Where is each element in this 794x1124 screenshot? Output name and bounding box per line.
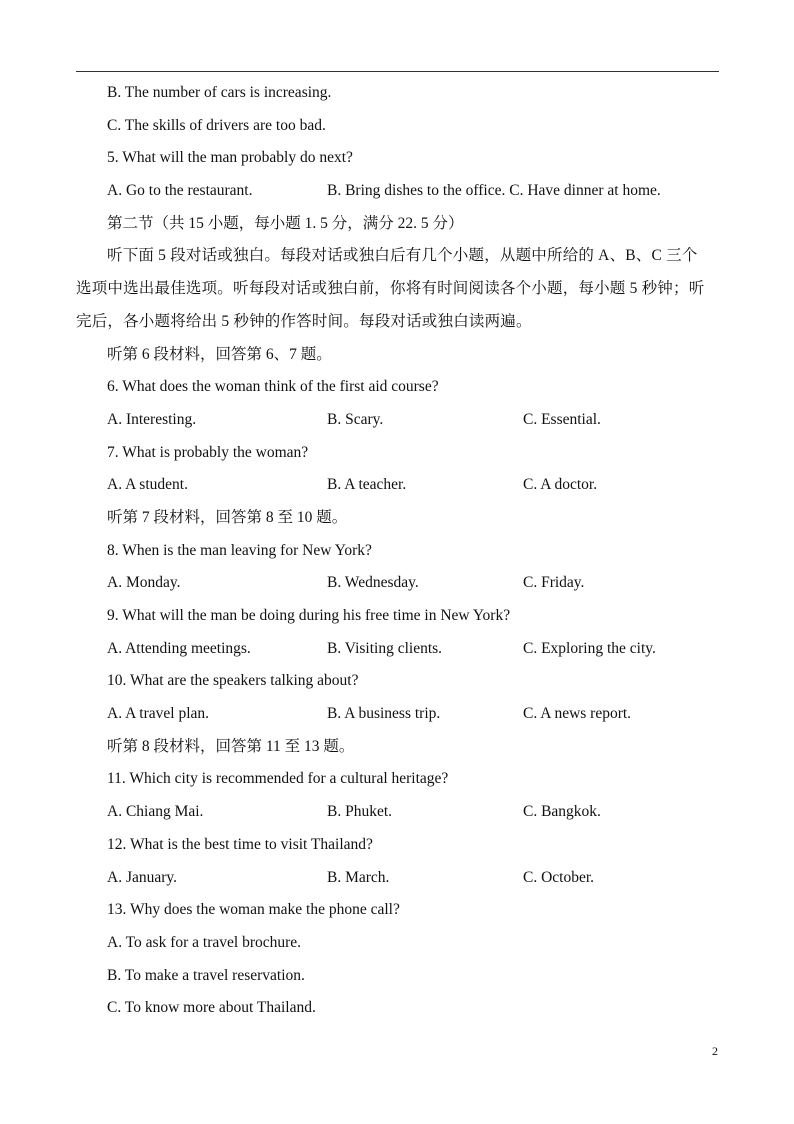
question-5-options — [76, 177, 719, 210]
option-a: A. A student. — [107, 476, 188, 494]
option-c: C. October. — [523, 868, 595, 886]
option-a: A. Go to the restaurant. — [107, 182, 253, 200]
material-heading-6: 听第 6 段材料，回答第 6、7 题。 — [107, 345, 332, 363]
instructions-paragraph — [76, 242, 719, 340]
question-9: 9. What will the man be doing during his free time in New York? — [107, 607, 511, 624]
option-b: B. Phuket. — [327, 803, 393, 821]
instructions-line-2: 选项中选出最佳选项。听每段对话或独白前，你将有时间阅读各个小题，每小题 5 秒钟；听 — [76, 280, 705, 298]
option-b: B. To make a travel reservation. — [107, 966, 305, 984]
question-10: 10. What are the speakers talking about? — [107, 672, 359, 690]
document-body — [76, 79, 719, 1027]
question-8-options — [76, 569, 719, 602]
option-a: A. Monday. — [107, 574, 181, 592]
option-b: B. March. — [327, 868, 390, 886]
question-13: 13. Why does the woman make the phone call? — [107, 901, 400, 919]
option-a: A. Chiang Mai. — [107, 803, 204, 821]
material-heading-7: 听第 7 段材料，回答第 8 至 10 题。 — [107, 508, 348, 526]
option-c: C. To know more about Thailand. — [107, 999, 316, 1017]
option-line: B. The number of cars is increasing. — [107, 84, 332, 101]
option-b: B. Wednesday. — [327, 574, 419, 592]
option-c: C. Bangkok. — [523, 803, 601, 821]
question-7-options — [76, 471, 719, 504]
question-10-options — [76, 700, 719, 733]
question-6-options — [76, 406, 719, 439]
question-7: 7. What is probably the woman? — [107, 443, 309, 461]
section-heading: 第二节（共 15 小题，每小题 1. 5 分，满分 22. 5 分） — [107, 214, 464, 232]
material-heading-8: 听第 8 段材料，回答第 11 至 13 题。 — [107, 737, 355, 755]
option-b-and-c: B. Bring dishes to the office. C. Have dinner at home. — [327, 182, 661, 200]
question-11-options — [76, 798, 719, 831]
option-b: B. A business trip. — [327, 705, 441, 723]
option-c: C. Exploring the city. — [523, 639, 656, 657]
option-a: A. A travel plan. — [107, 705, 210, 723]
question-12: 12. What is the best time to visit Thailand? — [107, 835, 373, 853]
page-number: 2 — [712, 1044, 718, 1058]
question-9-options — [76, 635, 719, 668]
question-5: 5. What will the man probably do next? — [107, 149, 353, 167]
instructions-line-1: 听下面 5 段对话或独白。每段对话或独白后有几个小题，从题中所给的 A、B、C 三个 — [107, 247, 698, 265]
question-12-options — [76, 864, 719, 897]
option-c: C. A doctor. — [523, 476, 598, 494]
option-c: C. A news report. — [523, 705, 632, 723]
question-6: 6. What does the woman think of the first aid course? — [107, 378, 439, 396]
option-a: A. January. — [107, 868, 178, 886]
option-line: C. The skills of drivers are too bad. — [107, 116, 326, 134]
option-c: C. Essential. — [523, 410, 601, 428]
option-b: B. Visiting clients. — [327, 639, 443, 657]
option-a: A. To ask for a travel brochure. — [107, 933, 302, 951]
option-a: A. Interesting. — [107, 410, 197, 428]
option-c: C. Friday. — [523, 574, 585, 592]
question-11: 11. Which city is recommended for a cultural heritage? — [107, 770, 449, 788]
option-b: B. A teacher. — [327, 476, 407, 494]
option-b: B. Scary. — [327, 410, 384, 428]
header-rule — [76, 71, 719, 72]
option-a: A. Attending meetings. — [107, 639, 251, 657]
question-8: 8. When is the man leaving for New York? — [107, 541, 372, 559]
instructions-line-3: 完后，各小题将给出 5 秒钟的作答时间。每段对话或独白读两遍。 — [76, 312, 532, 330]
